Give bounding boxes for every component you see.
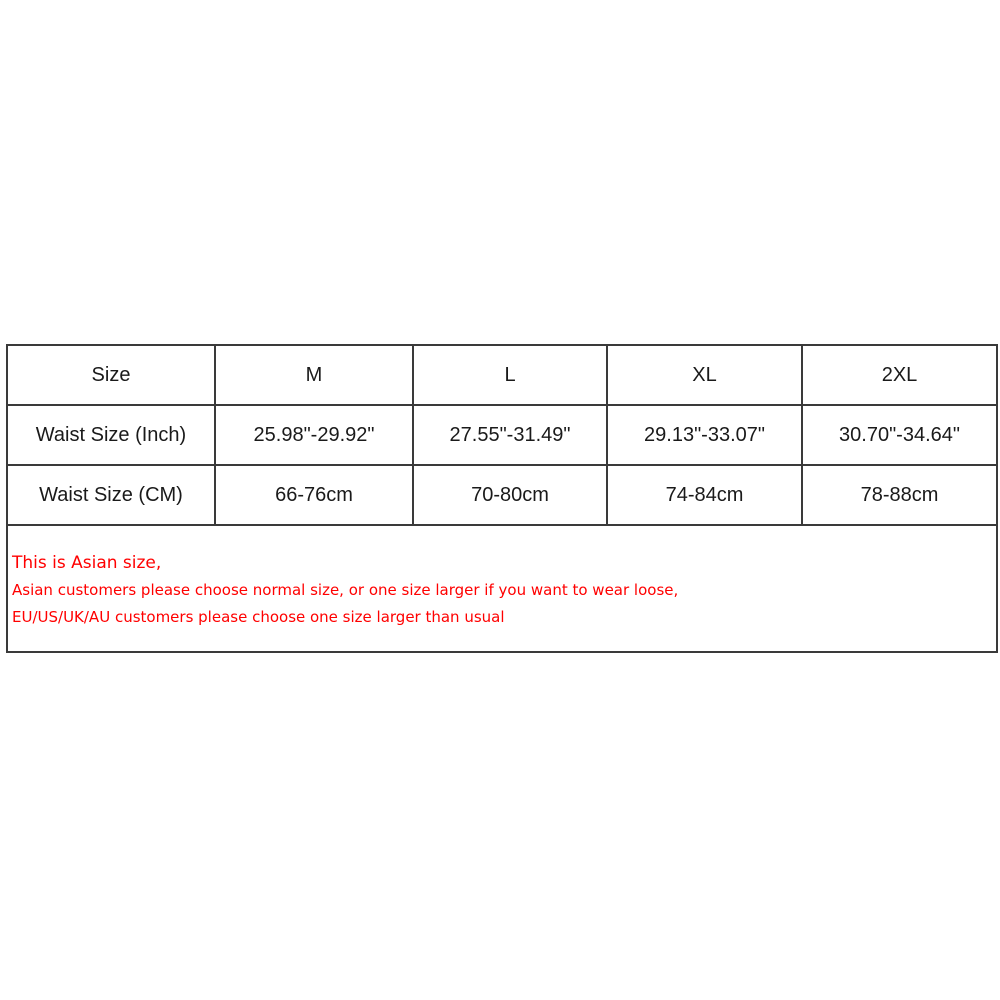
header-cell-l: L bbox=[413, 345, 607, 405]
cell-waist-inch-2xl: 30.70"-34.64" bbox=[802, 405, 997, 465]
row-label-waist-inch: Waist Size (Inch) bbox=[7, 405, 215, 465]
cell-waist-inch-m: 25.98"-29.92" bbox=[215, 405, 413, 465]
cell-waist-cm-2xl: 78-88cm bbox=[802, 465, 997, 525]
cell-waist-cm-l: 70-80cm bbox=[413, 465, 607, 525]
table-row-waist-cm bbox=[7, 465, 997, 525]
header-cell-m: M bbox=[215, 345, 413, 405]
cell-waist-inch-l: 27.55"-31.49" bbox=[413, 405, 607, 465]
table-note-row bbox=[7, 525, 997, 652]
row-label-waist-cm: Waist Size (CM) bbox=[7, 465, 215, 525]
cell-waist-cm-xl: 74-84cm bbox=[607, 465, 802, 525]
table-row-waist-inch bbox=[7, 405, 997, 465]
table-header-row bbox=[7, 345, 997, 405]
note-line-eu-us-customers: EU/US/UK/AU customers please choose one size larger than usual bbox=[12, 608, 505, 626]
header-cell-2xl: 2XL bbox=[802, 345, 997, 405]
cell-waist-inch-xl: 29.13"-33.07" bbox=[607, 405, 802, 465]
header-cell-xl: XL bbox=[607, 345, 802, 405]
note-line-asian-customers: Asian customers please choose normal size, or one size larger if you want to wear loose, bbox=[12, 581, 679, 599]
size-note bbox=[7, 525, 997, 652]
header-cell-size: Size bbox=[7, 345, 215, 405]
size-chart-table bbox=[6, 344, 998, 653]
cell-waist-cm-m: 66-76cm bbox=[215, 465, 413, 525]
note-line-asian-size: This is Asian size, bbox=[12, 553, 162, 573]
